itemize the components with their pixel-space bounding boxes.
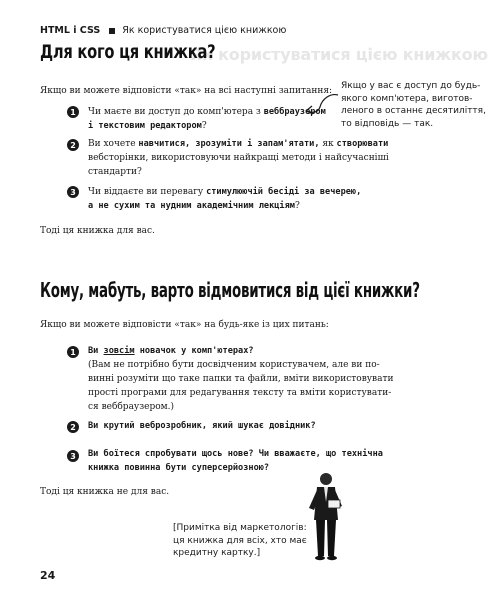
list-item xyxy=(88,419,316,433)
item-line: ся веббраузером.) xyxy=(88,402,175,412)
list-item xyxy=(88,137,389,179)
item-line: стандарти? xyxy=(88,167,142,177)
section2-heading: Кому, мабуть, варто відмовитися від цієї книжки? xyxy=(40,278,420,302)
item-line: Ви зовсім новачок у комп'ютерах? xyxy=(88,346,254,356)
list-item xyxy=(88,185,361,213)
item-line: Чи маєте ви доступ до комп'ютера з веббраузером xyxy=(88,107,326,117)
item-line: Ви хочете навчитися, зрозуміти і запам'ятати, як створювати xyxy=(88,139,389,149)
section1-intro: Якщо ви можете відповісти «так» на всі наступні запитання: xyxy=(40,86,333,96)
item-line: вебсторінки, використовуючи найкращі методи і найсучасніші xyxy=(88,153,389,163)
list-item xyxy=(88,105,326,133)
number-bullet-icon: 3 xyxy=(67,186,79,198)
note-line: ця книжка для всіх, хто має xyxy=(173,535,307,546)
item-line: а не сухим та нудним академічним лекціям? xyxy=(88,201,300,211)
item-line: Ви крутий веброзробник, який шукає довідник? xyxy=(88,421,316,431)
running-header xyxy=(40,25,286,36)
note-line: [Примітка від маркетологів: xyxy=(173,523,307,533)
item-line: Ви боїтеся спробувати щось нове? Чи вважаєте, що технічна xyxy=(88,449,383,459)
page-number: 24 xyxy=(40,569,56,582)
item-line: Чи віддаєте ви перевагу стимулюючій бесіді за вечерею, xyxy=(88,187,362,197)
section-title: HTML і CSS xyxy=(40,25,101,36)
item-line: прості програми для редагування тексту та вміти користувати- xyxy=(88,388,392,398)
chapter-title: Як користуватися цією книжкою xyxy=(122,25,287,36)
section1-outro: Тоді ця книжка для вас. xyxy=(40,226,155,236)
list-item xyxy=(88,344,393,414)
note-line: то відповідь — так. xyxy=(341,118,434,129)
note-line: якого комп'ютера, виготов- xyxy=(341,93,473,104)
side-note xyxy=(341,80,489,130)
section1-heading: Для кого ця книжка? xyxy=(40,41,216,63)
number-bullet-icon: 1 xyxy=(67,106,79,118)
item-line: винні розуміти що таке папки та файли, вміти використовувати xyxy=(88,374,394,384)
note-line: кредитну картку.] xyxy=(173,548,261,558)
number-bullet-icon: 1 xyxy=(67,346,79,358)
square-bullet-icon xyxy=(109,28,115,34)
number-bullet-icon: 3 xyxy=(67,450,79,462)
note-line: Якщо у вас є доступ до будь- xyxy=(341,81,481,91)
item-line: і текстовим редактором? xyxy=(88,121,207,131)
businessman-illustration xyxy=(306,470,346,565)
note-line: леного в останнє десятиліття, xyxy=(341,106,486,116)
section2-outro: Тоді ця книжка не для вас. xyxy=(40,487,170,497)
number-bullet-icon: 2 xyxy=(67,139,79,151)
number-bullet-icon: 2 xyxy=(67,421,79,433)
faded-heading: Як користуватися цією книжкою xyxy=(190,45,488,64)
curved-arrow-icon xyxy=(302,91,342,119)
item-line: (Вам не потрібно бути досвідченим користувачем, але ви по- xyxy=(88,360,380,370)
section2-intro: Якщо ви можете відповісти «так» на будь-яке із цих питань: xyxy=(40,320,329,330)
item-line: книжка повинна бути суперсерйозною? xyxy=(88,463,270,473)
marketing-note xyxy=(173,522,307,560)
